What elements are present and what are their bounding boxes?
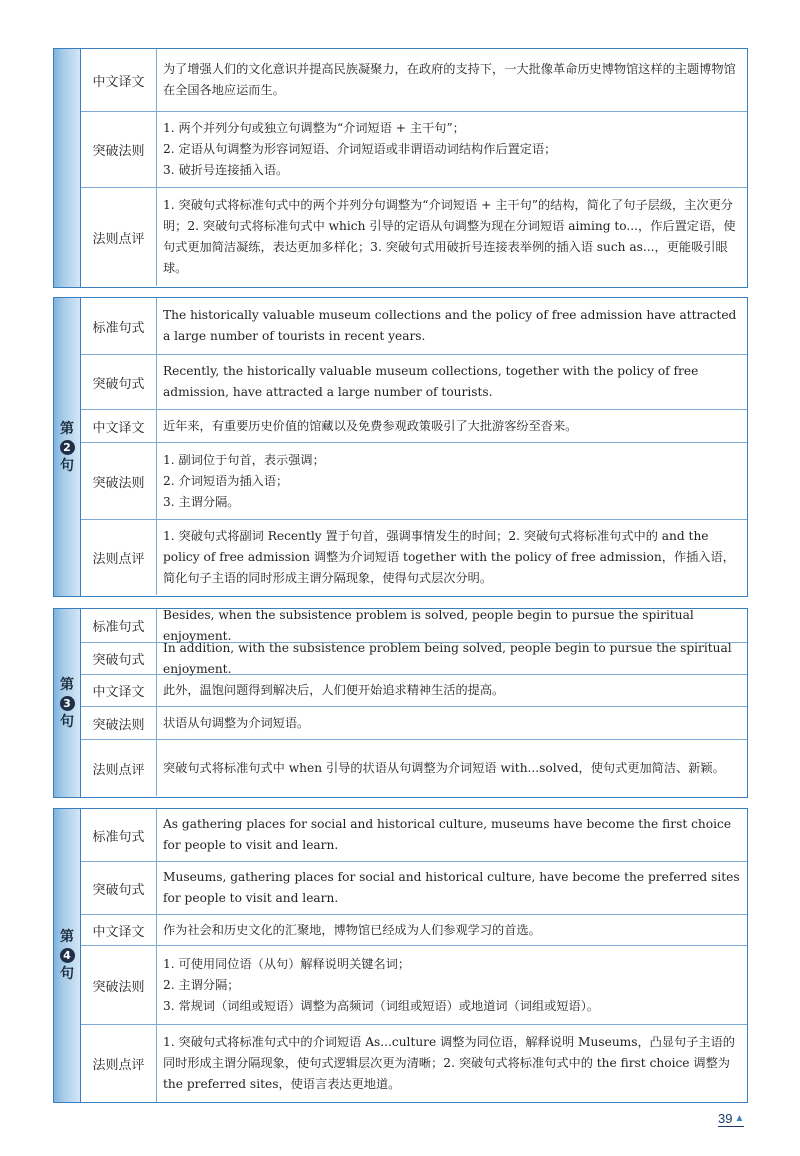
- row-text: 1. 突破句式将副词 Recently 置于句首，强调事情发生的时间；2. 突破句式将标准句式中的 and the policy of free admission 调整为介词短语 together with the policy of free admission，作插入语，简化句子主语的同时形成主谓分隔现象，使得句式层次分明。: [163, 529, 735, 585]
- table-row: [81, 443, 747, 520]
- row-text: 3. 主谓分隔。: [163, 494, 240, 509]
- row-text: 近年来，有重要历史价值的馆藏以及免费参观政策吸引了大批游客纷至沓来。: [163, 418, 578, 433]
- sentence-side-strip: [54, 49, 81, 287]
- row-text: 1. 可使用同位语（从句）解释说明关键名词；: [163, 956, 411, 971]
- table-row: [81, 410, 747, 443]
- row-text: Recently, the historically valuable museum collections, together with the policy of free admission, have attracted a large number of tourists.: [163, 364, 699, 399]
- row-text: 1. 突破句式将标准句式中的两个并列分句调整为“介词短语 + 主干句”的结构，简化了句子层级，主次更分明；2. 突破句式将标准句式中 which 引导的定语从句调整为现在分词短语 aiming to...，作后置定语，使句式更加简洁凝练，表达更加多样化；3. 突破句式用破折号连接表举例的插入语 such as...，更能吸引眼球。: [163, 198, 736, 275]
- row-text: 2. 主谓分隔；: [163, 977, 240, 992]
- sentence-number-label: [60, 676, 75, 731]
- sentence-block-1: [53, 48, 748, 288]
- row-label: 标准句式: [81, 809, 157, 861]
- row-text: 为了增强人们的文化意识并提高民族凝聚力，在政府的支持下，一大批像革命历史博物馆这样的主题博物馆在全国各地应运而生。: [163, 62, 736, 97]
- sentence-side-strip: [54, 809, 81, 1102]
- side-text-bottom: 句: [60, 457, 74, 474]
- row-label: 突破法则: [81, 707, 157, 739]
- table-row: [81, 946, 747, 1025]
- table-row: [81, 740, 747, 796]
- table-row: [81, 915, 747, 946]
- row-text: 1. 突破句式将标准句式中的介词短语 As...culture 调整为同位语，解释说明 Museums，凸显句子主语的同时形成主谓分隔现象，使句式逻辑层次更为清晰；2. 突破句式将标准句式中的 the first choice 调整为 the preferred sites，使语言表达更地道。: [163, 1035, 735, 1091]
- row-label: 突破句式: [81, 862, 157, 914]
- sentence-side-strip: [54, 609, 81, 797]
- row-text: 状语从句调整为介词短语。: [163, 715, 310, 730]
- side-text-top: 第: [60, 420, 74, 437]
- sentence-number-label: [60, 928, 75, 983]
- row-text: 3. 破折号连接插入语。: [163, 163, 289, 177]
- row-text: 2. 介词短语为插入语；: [163, 473, 289, 488]
- row-text: The historically valuable museum collections and the policy of free admission have attracted a large number of tourists in recent years.: [163, 308, 737, 343]
- row-label: 突破句式: [81, 355, 157, 409]
- row-label: 突破法则: [81, 443, 157, 519]
- table-row: [81, 707, 747, 740]
- row-label: 突破法则: [81, 112, 157, 187]
- sentence-number-badge: 3: [60, 696, 75, 711]
- row-label: 法则点评: [81, 740, 157, 796]
- page-number-text: 39: [718, 1111, 733, 1126]
- row-label: 中文译文: [81, 410, 157, 442]
- row-label: 法则点评: [81, 1025, 157, 1102]
- row-text: 突破句式将标准句式中 when 引导的状语从句调整为介词短语 with...solved，使句式更加简洁、新颖。: [163, 760, 725, 775]
- sentence-number-badge: 4: [60, 948, 75, 963]
- row-label: 突破句式: [81, 643, 157, 674]
- page-number: [718, 1111, 744, 1127]
- table-row: [81, 862, 747, 915]
- sentence-number-badge: 2: [60, 440, 75, 455]
- row-label: 法则点评: [81, 188, 157, 286]
- table-row: [81, 355, 747, 410]
- table-row: [81, 49, 747, 112]
- row-text: Museums, gathering places for social and historical culture, have become the preferred sites for people to visit and learn.: [163, 870, 740, 905]
- table-row: [81, 640, 747, 676]
- table-row: [81, 1025, 747, 1102]
- table-row: [81, 675, 747, 707]
- row-label: 中文译文: [81, 915, 157, 945]
- table-row: [81, 298, 747, 355]
- row-text: As gathering places for social and historical culture, museums have become the first choice for people to visit and learn.: [163, 817, 732, 852]
- row-label: 突破法则: [81, 946, 157, 1024]
- row-text: In addition, with the subsistence problem being solved, people begin to pursue the spiritual enjoyment.: [163, 640, 732, 676]
- sentence-block-3: [53, 608, 748, 798]
- row-text: 此外，温饱问题得到解决后，人们便开始追求精神生活的提高。: [163, 683, 505, 697]
- sentence-block-4: [53, 808, 748, 1103]
- row-label: 标准句式: [81, 298, 157, 354]
- sentence-block-2: [53, 297, 748, 597]
- row-text: 2. 定语从句调整为形容词短语、介词短语或非谓语动词结构作后置定语；: [163, 142, 557, 156]
- row-text: 作为社会和历史文化的汇聚地，博物馆已经成为人们参观学习的首选。: [163, 922, 541, 937]
- table-row: [81, 112, 747, 188]
- side-text-top: 第: [60, 676, 74, 693]
- row-label: 标准句式: [81, 609, 157, 642]
- row-text: 1. 副词位于句首，表示强调；: [163, 452, 325, 467]
- row-label: 中文译文: [81, 49, 157, 111]
- side-text-bottom: 句: [60, 966, 74, 982]
- sentence-number-label: [60, 420, 75, 475]
- side-text-bottom: 句: [60, 713, 74, 730]
- row-text: Besides, when the subsistence problem is solved, people begin to pursue the spiritual enjoyment.: [163, 607, 694, 643]
- row-label: 中文译文: [81, 675, 157, 706]
- row-label: 法则点评: [81, 520, 157, 595]
- sentence-side-strip: [54, 298, 81, 596]
- row-text: 3. 常规词（词组或短语）调整为高频词（词组或短语）或地道词（词组或短语）。: [163, 998, 599, 1013]
- table-row: [81, 188, 747, 286]
- table-row: [81, 809, 747, 862]
- graduation-cap-icon: ▲: [734, 1113, 745, 1124]
- table-row: [81, 520, 747, 595]
- side-text-top: 第: [60, 929, 74, 945]
- row-text: 1. 两个并列分句或独立句调整为“介词短语 + 主干句”；: [163, 121, 465, 135]
